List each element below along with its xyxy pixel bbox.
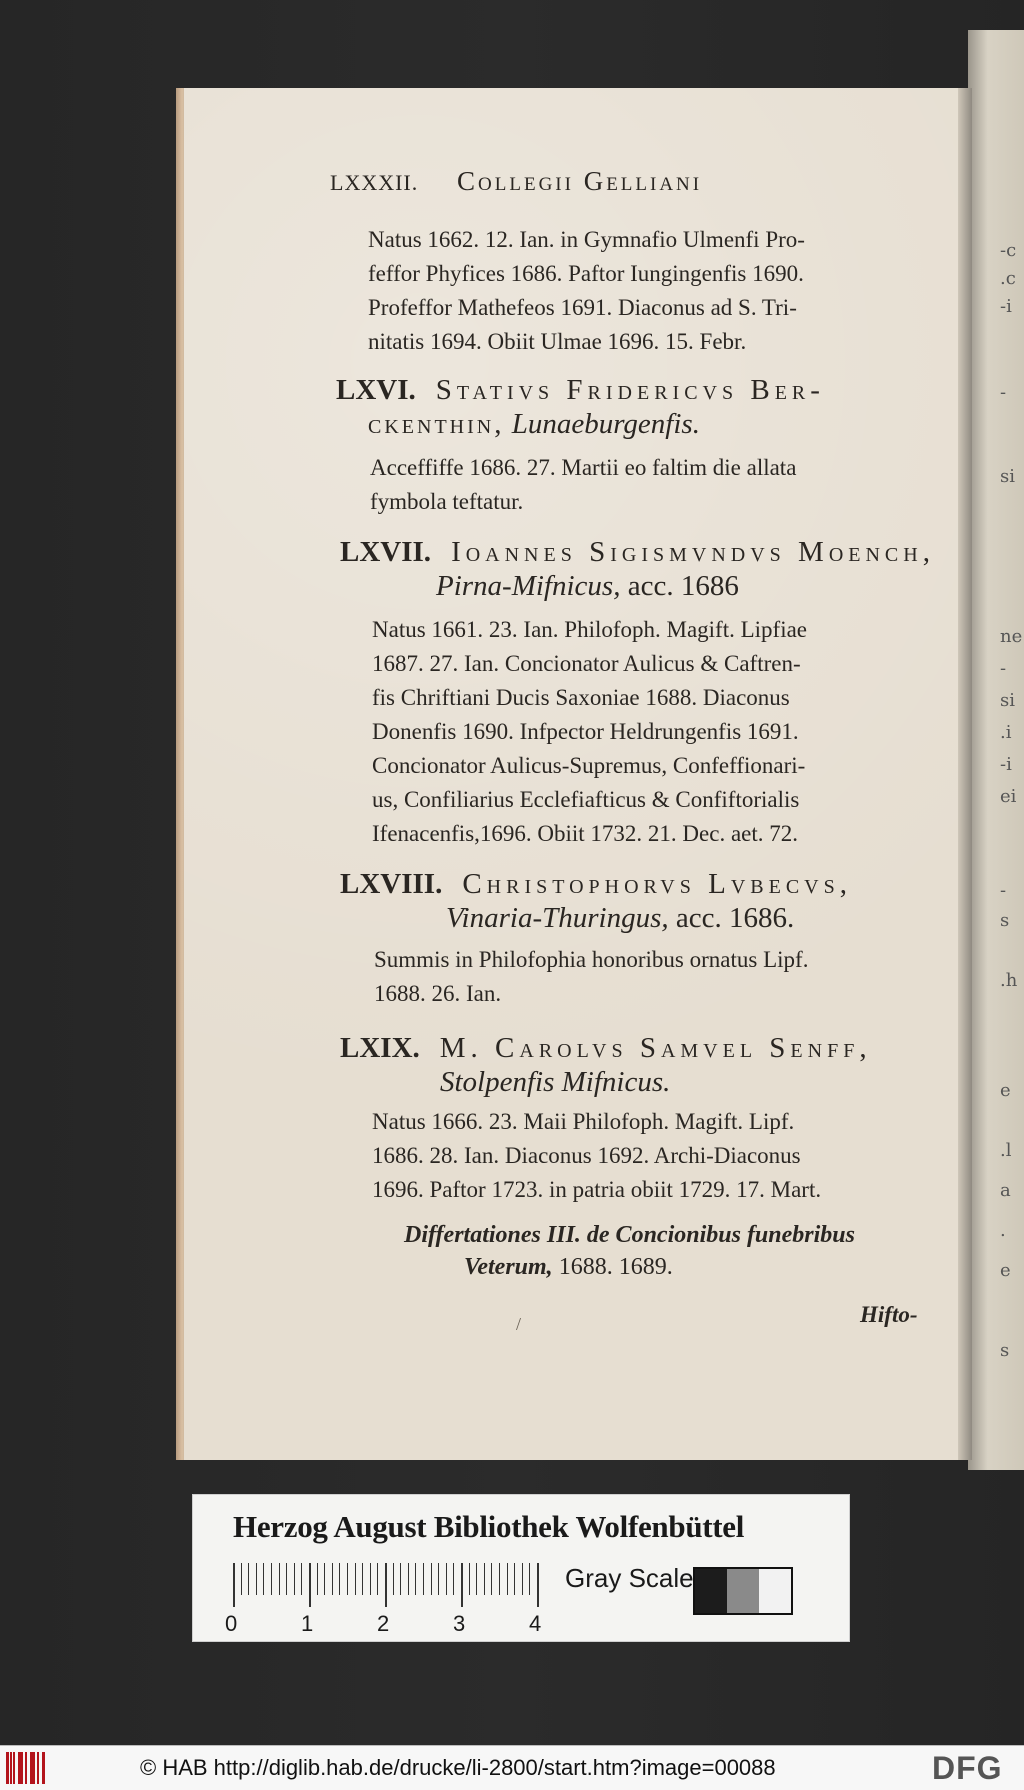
ruler-tick — [362, 1563, 363, 1595]
adjacent-page-fragment: a — [1000, 1180, 1011, 1201]
hab-barcode-icon — [6, 1752, 48, 1784]
entry-number: LXIX. — [340, 1032, 420, 1064]
publication-years: 1688. 1689. — [558, 1254, 673, 1280]
barcode-bar — [42, 1752, 45, 1784]
publication-title-end: Veterum, — [464, 1254, 553, 1280]
ruler-tick — [499, 1563, 500, 1595]
entry-number: LXVIII. — [340, 868, 443, 900]
entry-acc: acc. 1686 — [627, 570, 739, 602]
entry-heading — [336, 374, 825, 407]
ruler-tick — [415, 1563, 416, 1595]
adjacent-page-fragment: .h — [1000, 970, 1018, 991]
text-line: us, Confiliarius Ecclefiafticus & Confiftorialis — [372, 787, 800, 812]
adjacent-page-fragment: - — [1000, 382, 1007, 403]
text-line: nitatis 1694. Obiit Ulmae 1696. 15. Febr. — [368, 329, 747, 354]
ruler-number: 2 — [377, 1611, 390, 1636]
entry-heading — [340, 536, 935, 569]
entry-subheading — [368, 408, 700, 441]
entry-name: Stativs Fridericvs Ber- — [435, 374, 825, 406]
ruler-tick — [332, 1563, 333, 1595]
adjacent-page-fragment: .l — [1000, 1140, 1012, 1161]
publication-line: Differtationes III. de Concionibus funebribus — [404, 1222, 855, 1248]
gray-swatch — [759, 1569, 791, 1613]
ruler-tick — [431, 1563, 432, 1595]
text-line: fis Chriftiani Ducis Saxoniae 1688. Diaconus — [372, 685, 790, 710]
ruler-number: 4 — [529, 1611, 542, 1636]
barcode-bar — [21, 1752, 23, 1784]
ruler-tick — [423, 1563, 424, 1595]
ruler-tick — [484, 1563, 485, 1595]
text-line: Ifenacenfis,1696. Obiit 1732. 21. Dec. aet. 72. — [372, 821, 799, 846]
adjacent-page-fragment: ne — [1000, 626, 1023, 647]
adjacent-page-fragment: si — [1000, 466, 1015, 487]
adjacent-page-fragment: s — [1000, 1340, 1010, 1361]
entry-subheading — [446, 902, 794, 935]
ruler-tick — [309, 1563, 311, 1607]
text-line: Donenfis 1690. Infpector Heldrungenfis 1691. — [372, 719, 799, 744]
measurement-ruler — [233, 1563, 547, 1613]
ruler-tick — [476, 1563, 477, 1595]
adjacent-page-fragment: -c — [1000, 240, 1017, 261]
ruler-tick — [263, 1563, 264, 1595]
barcode-bar — [37, 1752, 39, 1784]
text-line: Natus 1666. 23. Maii Philofoph. Magift. Lipf. — [372, 1109, 795, 1134]
entry-name: Ioannes Sigismvndvs Moench, — [451, 536, 935, 568]
ruler-tick — [355, 1563, 356, 1595]
entry-heading — [340, 1032, 872, 1065]
ruler-tick — [400, 1563, 401, 1595]
text-line: 1686. 28. Ian. Diaconus 1692. Archi-Diaconus — [372, 1143, 801, 1168]
text-line: Natus 1662. 12. Ian. in Gymnafio Ulmenfi Pro- — [368, 227, 805, 252]
ruler-tick — [248, 1563, 249, 1595]
ruler-tick — [271, 1563, 272, 1595]
running-title: Collegii Gelliani — [457, 166, 703, 196]
ruler-tick — [279, 1563, 280, 1595]
copyright-url[interactable]: © HAB http://diglib.hab.de/drucke/li-2800/start.htm?image=00088 — [140, 1755, 776, 1780]
ruler-tick — [461, 1563, 463, 1607]
gray-swatch — [727, 1569, 759, 1613]
running-head — [330, 166, 890, 197]
ruler-number: 0 — [225, 1611, 238, 1636]
barcode-bar — [33, 1752, 35, 1784]
ruler-tick — [446, 1563, 447, 1595]
page-gutter — [958, 88, 972, 1460]
page-number: LXXXII. — [330, 170, 419, 195]
entry-subheading — [436, 570, 739, 603]
text-line: feffor Phyfices 1686. Paftor Iungingenfis 1690. — [368, 261, 804, 286]
entry-name: Christophorvs Lvbecvs, — [462, 868, 852, 900]
adjacent-page-strip — [968, 30, 1024, 1470]
dfg-logo: DFG — [932, 1750, 1003, 1786]
entry-name-continuation: ckenthin, — [368, 408, 505, 440]
text-line: Summis in Philofophia honoribus ornatus Lipf. — [374, 947, 809, 972]
ruler-tick — [408, 1563, 409, 1595]
ruler-tick — [522, 1563, 523, 1595]
adjacent-page-fragment: e — [1000, 1080, 1011, 1101]
ruler-tick — [241, 1563, 242, 1595]
ruler-tick — [286, 1563, 287, 1595]
ruler-tick — [294, 1563, 295, 1595]
adjacent-page-fragment: si — [1000, 690, 1015, 711]
entry-name: M. Carolvs Samvel Senff, — [439, 1032, 872, 1064]
barcode-bar — [10, 1752, 12, 1784]
text-line: Profeffor Mathefeos 1691. Diaconus ad S. Tri- — [368, 295, 797, 320]
ruler-tick — [469, 1563, 470, 1595]
library-name: Herzog August Bibliothek Wolfenbüttel — [233, 1509, 745, 1544]
adjacent-page-fragment: -i — [1000, 296, 1012, 317]
entry-origin: Vinaria-Thuringus, — [446, 902, 669, 934]
ruler-number: 1 — [301, 1611, 314, 1636]
footer-bar — [0, 1745, 1024, 1790]
adjacent-page-fragment: . — [1000, 1220, 1006, 1241]
ruler-tick — [347, 1563, 348, 1595]
text-line: 1688. 26. Ian. — [374, 981, 502, 1006]
text-line: 1696. Paftor 1723. in patria obiit 1729. 17. Mart. — [372, 1177, 822, 1202]
barcode-bar — [13, 1752, 15, 1784]
ruler-tick — [324, 1563, 325, 1595]
text-line: Concionator Aulicus-Supremus, Confeffionari- — [372, 753, 806, 778]
text-line: 1687. 27. Ian. Concionator Aulicus & Caftren- — [372, 651, 801, 676]
ruler-tick — [385, 1563, 387, 1607]
adjacent-page-fragment: s — [1000, 910, 1010, 931]
entry-acc: acc. 1686. — [675, 902, 795, 934]
gray-scale-swatches — [693, 1567, 793, 1615]
ruler-tick — [491, 1563, 492, 1595]
ruler-tick — [233, 1563, 235, 1607]
adjacent-page-fragment: .i — [1000, 722, 1012, 743]
gray-scale-label: Gray Scale — [565, 1563, 694, 1593]
ruler-tick — [301, 1563, 302, 1595]
adjacent-page-fragment: -i — [1000, 754, 1012, 775]
adjacent-page-fragment: e — [1000, 1260, 1011, 1281]
entry-origin: Pirna-Mifnicus, — [436, 570, 621, 602]
text-line: Acceffiffe 1686. 27. Martii eo faltim die allata — [370, 455, 797, 480]
entry-origin: Lunaeburgenfis. — [511, 408, 700, 440]
ruler-tick — [339, 1563, 340, 1595]
entry-origin: Stolpenfis Mifnicus. — [440, 1066, 671, 1098]
library-color-chart — [192, 1494, 850, 1642]
publication-line — [464, 1254, 673, 1281]
entry-heading — [340, 868, 852, 901]
gray-swatch — [695, 1569, 727, 1613]
ink-mark: / — [516, 1314, 522, 1334]
entry-number: LXVII. — [340, 536, 432, 568]
entry-subheading — [440, 1066, 670, 1099]
entry-number: LXVI. — [336, 374, 416, 406]
ruler-tick — [438, 1563, 439, 1595]
adjacent-page-fragment: - — [1000, 880, 1007, 901]
ruler-tick — [370, 1563, 371, 1595]
book-page — [184, 88, 970, 1460]
ruler-tick — [537, 1563, 539, 1607]
ruler-tick — [453, 1563, 454, 1595]
adjacent-page-fragment: .c — [1000, 268, 1016, 289]
text-line: fymbola teftatur. — [370, 489, 524, 514]
adjacent-page-fragment: - — [1000, 658, 1007, 679]
text-line: Natus 1661. 23. Ian. Philofoph. Magift. Lipfiae — [372, 617, 808, 642]
catchword: Hifto- — [860, 1302, 918, 1327]
ruler-tick — [507, 1563, 508, 1595]
ruler-number: 3 — [453, 1611, 466, 1636]
barcode-bar — [6, 1752, 9, 1784]
ruler-tick — [377, 1563, 378, 1595]
ruler-tick — [256, 1563, 257, 1595]
ruler-tick — [529, 1563, 530, 1595]
ruler-tick — [393, 1563, 394, 1595]
ruler-tick — [514, 1563, 515, 1595]
adjacent-page-fragment: ei — [1000, 786, 1017, 807]
barcode-bar — [25, 1752, 27, 1784]
ruler-tick — [317, 1563, 318, 1595]
